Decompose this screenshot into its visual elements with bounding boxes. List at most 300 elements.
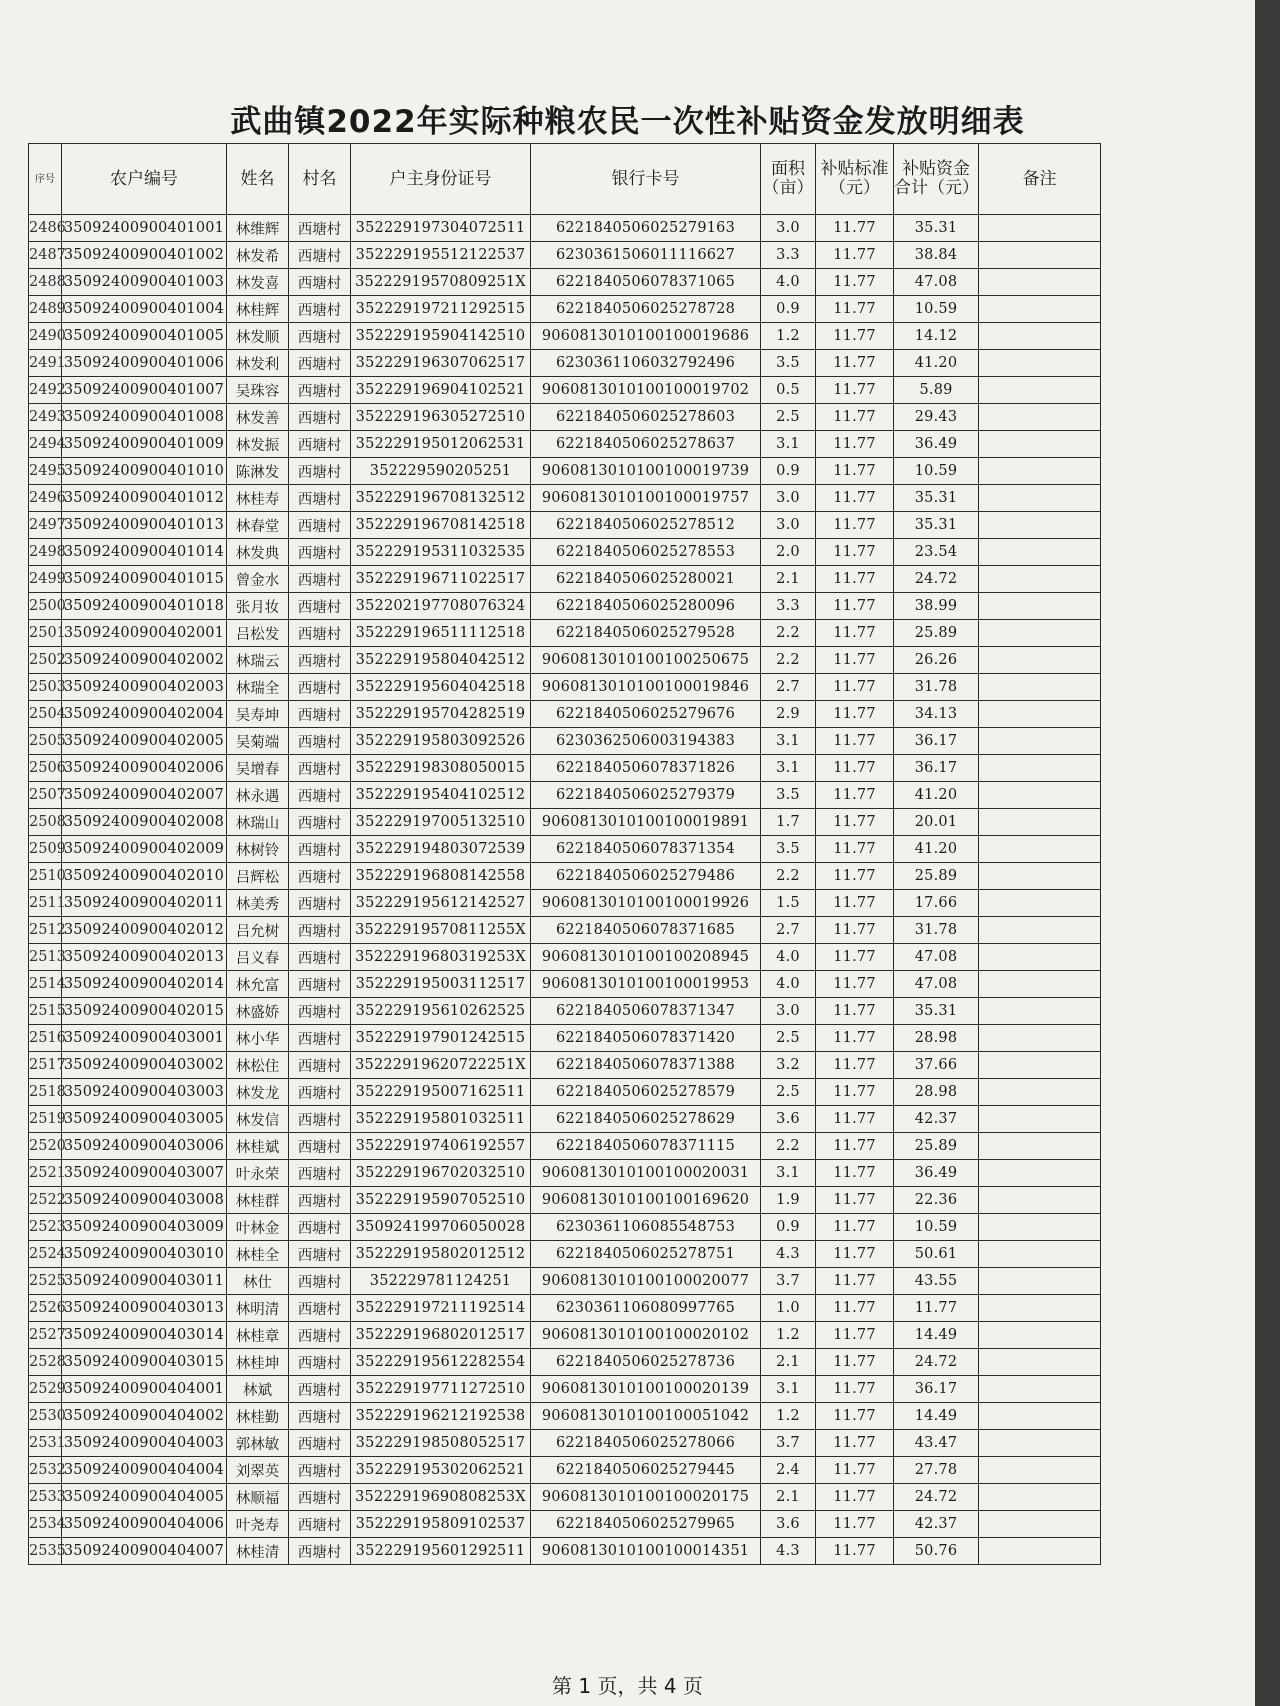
cell-id-number: 352229195003112517 bbox=[351, 971, 531, 998]
cell-seq: 2535 bbox=[29, 1538, 62, 1565]
cell-seq: 2525 bbox=[29, 1268, 62, 1295]
cell-bank-card: 6221840506025279486 bbox=[531, 863, 761, 890]
header-name: 姓名 bbox=[227, 144, 289, 215]
table-row bbox=[29, 377, 1101, 404]
cell-bank-card: 9060813010100100019702 bbox=[531, 377, 761, 404]
cell-remark bbox=[979, 809, 1101, 836]
cell-name: 吴菊端 bbox=[227, 728, 289, 755]
cell-name: 林桂辉 bbox=[227, 296, 289, 323]
cell-standard: 11.77 bbox=[816, 755, 894, 782]
cell-bank-card: 9060813010100100019926 bbox=[531, 890, 761, 917]
cell-area: 2.7 bbox=[761, 917, 816, 944]
cell-name: 林瑞云 bbox=[227, 647, 289, 674]
cell-total: 25.89 bbox=[894, 620, 979, 647]
cell-seq: 2502 bbox=[29, 647, 62, 674]
cell-household-id: 35092400900401008 bbox=[62, 404, 227, 431]
cell-bank-card: 6221840506025279528 bbox=[531, 620, 761, 647]
cell-name: 林桂寿 bbox=[227, 485, 289, 512]
header-standard: 补贴标准（元） bbox=[816, 144, 894, 215]
cell-village: 西塘村 bbox=[289, 1214, 351, 1241]
cell-total: 41.20 bbox=[894, 350, 979, 377]
cell-area: 3.6 bbox=[761, 1511, 816, 1538]
cell-remark bbox=[979, 620, 1101, 647]
cell-remark bbox=[979, 1187, 1101, 1214]
header-area: 面积（亩） bbox=[761, 144, 816, 215]
cell-standard: 11.77 bbox=[816, 1106, 894, 1133]
cell-seq: 2507 bbox=[29, 782, 62, 809]
cell-area: 1.2 bbox=[761, 1322, 816, 1349]
cell-name: 郭林敏 bbox=[227, 1430, 289, 1457]
cell-remark bbox=[979, 1538, 1101, 1565]
cell-household-id: 35092400900404007 bbox=[62, 1538, 227, 1565]
cell-remark bbox=[979, 242, 1101, 269]
cell-bank-card: 6221840506078371388 bbox=[531, 1052, 761, 1079]
cell-village: 西塘村 bbox=[289, 458, 351, 485]
cell-seq: 2517 bbox=[29, 1052, 62, 1079]
cell-id-number: 352229197005132510 bbox=[351, 809, 531, 836]
table-row bbox=[29, 1511, 1101, 1538]
cell-name: 林永遇 bbox=[227, 782, 289, 809]
cell-household-id: 35092400900402013 bbox=[62, 944, 227, 971]
cell-total: 14.49 bbox=[894, 1322, 979, 1349]
cell-household-id: 35092400900403010 bbox=[62, 1241, 227, 1268]
cell-total: 10.59 bbox=[894, 458, 979, 485]
cell-total: 36.49 bbox=[894, 431, 979, 458]
cell-village: 西塘村 bbox=[289, 1295, 351, 1322]
subsidy-table bbox=[28, 143, 1101, 1565]
cell-total: 29.43 bbox=[894, 404, 979, 431]
cell-id-number: 352229196802012517 bbox=[351, 1322, 531, 1349]
cell-total: 20.01 bbox=[894, 809, 979, 836]
cell-id-number: 35222919620722251X bbox=[351, 1052, 531, 1079]
cell-household-id: 35092400900401009 bbox=[62, 431, 227, 458]
cell-village: 西塘村 bbox=[289, 836, 351, 863]
cell-id-number: 352229197304072511 bbox=[351, 215, 531, 242]
cell-total: 28.98 bbox=[894, 1025, 979, 1052]
cell-id-number: 352229195802012512 bbox=[351, 1241, 531, 1268]
cell-remark bbox=[979, 1403, 1101, 1430]
cell-remark bbox=[979, 998, 1101, 1025]
cell-village: 西塘村 bbox=[289, 917, 351, 944]
header-id-number: 户主身份证号 bbox=[351, 144, 531, 215]
cell-bank-card: 6221840506025278579 bbox=[531, 1079, 761, 1106]
cell-remark bbox=[979, 485, 1101, 512]
cell-name: 林春堂 bbox=[227, 512, 289, 539]
cell-remark bbox=[979, 917, 1101, 944]
cell-village: 西塘村 bbox=[289, 620, 351, 647]
cell-seq: 2528 bbox=[29, 1349, 62, 1376]
cell-area: 2.2 bbox=[761, 1133, 816, 1160]
cell-bank-card: 6221840506025279379 bbox=[531, 782, 761, 809]
cell-id-number: 352229195601292511 bbox=[351, 1538, 531, 1565]
cell-id-number: 352229196305272510 bbox=[351, 404, 531, 431]
cell-standard: 11.77 bbox=[816, 1403, 894, 1430]
cell-name: 林桂全 bbox=[227, 1241, 289, 1268]
cell-remark bbox=[979, 1376, 1101, 1403]
cell-name: 吕义春 bbox=[227, 944, 289, 971]
cell-area: 1.5 bbox=[761, 890, 816, 917]
cell-remark bbox=[979, 431, 1101, 458]
cell-name: 林盛娇 bbox=[227, 998, 289, 1025]
cell-standard: 11.77 bbox=[816, 539, 894, 566]
table-row bbox=[29, 944, 1101, 971]
cell-village: 西塘村 bbox=[289, 269, 351, 296]
cell-total: 36.17 bbox=[894, 728, 979, 755]
cell-remark bbox=[979, 1214, 1101, 1241]
cell-household-id: 35092400900401014 bbox=[62, 539, 227, 566]
cell-village: 西塘村 bbox=[289, 215, 351, 242]
cell-standard: 11.77 bbox=[816, 350, 894, 377]
cell-area: 2.7 bbox=[761, 674, 816, 701]
cell-standard: 11.77 bbox=[816, 1187, 894, 1214]
cell-total: 5.89 bbox=[894, 377, 979, 404]
cell-seq: 2489 bbox=[29, 296, 62, 323]
cell-area: 3.7 bbox=[761, 1268, 816, 1295]
cell-standard: 11.77 bbox=[816, 620, 894, 647]
cell-household-id: 35092400900403002 bbox=[62, 1052, 227, 1079]
cell-total: 23.54 bbox=[894, 539, 979, 566]
cell-village: 西塘村 bbox=[289, 998, 351, 1025]
cell-name: 吕允树 bbox=[227, 917, 289, 944]
cell-village: 西塘村 bbox=[289, 944, 351, 971]
table-row bbox=[29, 1295, 1101, 1322]
table-row bbox=[29, 917, 1101, 944]
cell-name: 林瑞山 bbox=[227, 809, 289, 836]
cell-total: 22.36 bbox=[894, 1187, 979, 1214]
cell-remark bbox=[979, 269, 1101, 296]
cell-id-number: 352229195404102512 bbox=[351, 782, 531, 809]
cell-seq: 2519 bbox=[29, 1106, 62, 1133]
cell-name: 刘翠英 bbox=[227, 1457, 289, 1484]
cell-remark bbox=[979, 944, 1101, 971]
cell-village: 西塘村 bbox=[289, 1241, 351, 1268]
cell-bank-card: 6221840506025278603 bbox=[531, 404, 761, 431]
cell-household-id: 35092400900404005 bbox=[62, 1484, 227, 1511]
cell-id-number: 352229196904102521 bbox=[351, 377, 531, 404]
cell-area: 3.1 bbox=[761, 1376, 816, 1403]
cell-total: 38.84 bbox=[894, 242, 979, 269]
cell-standard: 11.77 bbox=[816, 296, 894, 323]
cell-standard: 11.77 bbox=[816, 674, 894, 701]
cell-area: 2.5 bbox=[761, 1079, 816, 1106]
cell-standard: 11.77 bbox=[816, 404, 894, 431]
cell-remark bbox=[979, 863, 1101, 890]
cell-id-number: 352229196708132512 bbox=[351, 485, 531, 512]
cell-seq: 2524 bbox=[29, 1241, 62, 1268]
cell-name: 林美秀 bbox=[227, 890, 289, 917]
cell-bank-card: 6221840506078371065 bbox=[531, 269, 761, 296]
cell-bank-card: 6221840506025278751 bbox=[531, 1241, 761, 1268]
cell-household-id: 35092400900403005 bbox=[62, 1106, 227, 1133]
cell-household-id: 35092400900404006 bbox=[62, 1511, 227, 1538]
cell-remark bbox=[979, 1484, 1101, 1511]
cell-name: 林瑞全 bbox=[227, 674, 289, 701]
cell-village: 西塘村 bbox=[289, 809, 351, 836]
table-row bbox=[29, 1133, 1101, 1160]
cell-id-number: 352229195612282554 bbox=[351, 1349, 531, 1376]
cell-bank-card: 6230362506003194383 bbox=[531, 728, 761, 755]
cell-name: 林小华 bbox=[227, 1025, 289, 1052]
table-row bbox=[29, 269, 1101, 296]
cell-bank-card: 6221840506025278736 bbox=[531, 1349, 761, 1376]
cell-bank-card: 9060813010100100019686 bbox=[531, 323, 761, 350]
table-row bbox=[29, 836, 1101, 863]
table-row bbox=[29, 1079, 1101, 1106]
cell-remark bbox=[979, 1079, 1101, 1106]
cell-village: 西塘村 bbox=[289, 1430, 351, 1457]
cell-bank-card: 6221840506078371347 bbox=[531, 998, 761, 1025]
cell-remark bbox=[979, 755, 1101, 782]
cell-village: 西塘村 bbox=[289, 1484, 351, 1511]
cell-id-number: 352229195809102537 bbox=[351, 1511, 531, 1538]
header-remark: 备注 bbox=[979, 144, 1101, 215]
cell-name: 张月妆 bbox=[227, 593, 289, 620]
cell-total: 42.37 bbox=[894, 1106, 979, 1133]
cell-area: 3.3 bbox=[761, 593, 816, 620]
cell-standard: 11.77 bbox=[816, 1268, 894, 1295]
cell-total: 25.89 bbox=[894, 1133, 979, 1160]
cell-household-id: 35092400900403013 bbox=[62, 1295, 227, 1322]
cell-household-id: 35092400900404001 bbox=[62, 1376, 227, 1403]
table-row bbox=[29, 1052, 1101, 1079]
cell-area: 1.2 bbox=[761, 1403, 816, 1430]
cell-remark bbox=[979, 404, 1101, 431]
cell-standard: 11.77 bbox=[816, 944, 894, 971]
cell-area: 4.3 bbox=[761, 1538, 816, 1565]
cell-village: 西塘村 bbox=[289, 1187, 351, 1214]
cell-standard: 11.77 bbox=[816, 917, 894, 944]
cell-standard: 11.77 bbox=[816, 593, 894, 620]
cell-area: 3.1 bbox=[761, 728, 816, 755]
cell-remark bbox=[979, 1025, 1101, 1052]
cell-bank-card: 6230361506011116627 bbox=[531, 242, 761, 269]
cell-seq: 2497 bbox=[29, 512, 62, 539]
table-row bbox=[29, 647, 1101, 674]
cell-bank-card: 9060813010100100014351 bbox=[531, 1538, 761, 1565]
cell-village: 西塘村 bbox=[289, 296, 351, 323]
cell-id-number: 352229198508052517 bbox=[351, 1430, 531, 1457]
table-row bbox=[29, 1484, 1101, 1511]
cell-bank-card: 6221840506025279965 bbox=[531, 1511, 761, 1538]
cell-id-number: 352229195612142527 bbox=[351, 890, 531, 917]
cell-area: 2.2 bbox=[761, 620, 816, 647]
cell-area: 4.0 bbox=[761, 269, 816, 296]
cell-id-number: 352229196212192538 bbox=[351, 1403, 531, 1430]
cell-seq: 2516 bbox=[29, 1025, 62, 1052]
cell-total: 14.12 bbox=[894, 323, 979, 350]
table-row bbox=[29, 701, 1101, 728]
table-row bbox=[29, 1214, 1101, 1241]
table-row bbox=[29, 1025, 1101, 1052]
cell-village: 西塘村 bbox=[289, 593, 351, 620]
cell-standard: 11.77 bbox=[816, 701, 894, 728]
cell-bank-card: 6221840506078371826 bbox=[531, 755, 761, 782]
cell-name: 林发希 bbox=[227, 242, 289, 269]
cell-village: 西塘村 bbox=[289, 323, 351, 350]
cell-id-number: 35222919690808253X bbox=[351, 1484, 531, 1511]
cell-area: 3.7 bbox=[761, 1430, 816, 1457]
table-row bbox=[29, 350, 1101, 377]
table-row bbox=[29, 782, 1101, 809]
cell-seq: 2486 bbox=[29, 215, 62, 242]
header-village: 村名 bbox=[289, 144, 351, 215]
cell-id-number: 352229195311032535 bbox=[351, 539, 531, 566]
cell-name: 林仕 bbox=[227, 1268, 289, 1295]
cell-remark bbox=[979, 1511, 1101, 1538]
cell-total: 35.31 bbox=[894, 215, 979, 242]
cell-bank-card: 9060813010100100169620 bbox=[531, 1187, 761, 1214]
cell-name: 林发利 bbox=[227, 350, 289, 377]
cell-id-number: 352229195007162511 bbox=[351, 1079, 531, 1106]
cell-name: 林维辉 bbox=[227, 215, 289, 242]
cell-area: 2.9 bbox=[761, 701, 816, 728]
cell-id-number: 35222919570811255X bbox=[351, 917, 531, 944]
cell-area: 2.1 bbox=[761, 1349, 816, 1376]
cell-remark bbox=[979, 1106, 1101, 1133]
cell-standard: 11.77 bbox=[816, 215, 894, 242]
table-row bbox=[29, 566, 1101, 593]
cell-total: 42.37 bbox=[894, 1511, 979, 1538]
cell-id-number: 352229195904142510 bbox=[351, 323, 531, 350]
cell-household-id: 35092400900402012 bbox=[62, 917, 227, 944]
cell-standard: 11.77 bbox=[816, 323, 894, 350]
cell-village: 西塘村 bbox=[289, 890, 351, 917]
cell-seq: 2491 bbox=[29, 350, 62, 377]
cell-bank-card: 6221840506025279163 bbox=[531, 215, 761, 242]
cell-seq: 2500 bbox=[29, 593, 62, 620]
table-row bbox=[29, 539, 1101, 566]
table-row bbox=[29, 1430, 1101, 1457]
cell-seq: 2531 bbox=[29, 1430, 62, 1457]
cell-total: 43.55 bbox=[894, 1268, 979, 1295]
cell-name: 林发龙 bbox=[227, 1079, 289, 1106]
cell-village: 西塘村 bbox=[289, 971, 351, 998]
cell-standard: 11.77 bbox=[816, 1484, 894, 1511]
cell-id-number: 352229197211192514 bbox=[351, 1295, 531, 1322]
cell-seq: 2505 bbox=[29, 728, 62, 755]
cell-village: 西塘村 bbox=[289, 1349, 351, 1376]
cell-remark bbox=[979, 350, 1101, 377]
cell-bank-card: 6221840506025278066 bbox=[531, 1430, 761, 1457]
background-edge bbox=[1255, 0, 1280, 1706]
cell-standard: 11.77 bbox=[816, 485, 894, 512]
cell-seq: 2534 bbox=[29, 1511, 62, 1538]
cell-remark bbox=[979, 782, 1101, 809]
cell-village: 西塘村 bbox=[289, 1133, 351, 1160]
cell-total: 41.20 bbox=[894, 836, 979, 863]
cell-name: 陈淋发 bbox=[227, 458, 289, 485]
cell-id-number: 352229195604042518 bbox=[351, 674, 531, 701]
cell-standard: 11.77 bbox=[816, 863, 894, 890]
cell-village: 西塘村 bbox=[289, 377, 351, 404]
table-row bbox=[29, 485, 1101, 512]
cell-household-id: 35092400900401002 bbox=[62, 242, 227, 269]
cell-total: 37.66 bbox=[894, 1052, 979, 1079]
table-row bbox=[29, 1457, 1101, 1484]
cell-name: 林桂章 bbox=[227, 1322, 289, 1349]
cell-bank-card: 6221840506025278512 bbox=[531, 512, 761, 539]
cell-village: 西塘村 bbox=[289, 782, 351, 809]
cell-remark bbox=[979, 458, 1101, 485]
cell-bank-card: 6221840506025280096 bbox=[531, 593, 761, 620]
table-header-row bbox=[29, 144, 1101, 215]
cell-name: 林允富 bbox=[227, 971, 289, 998]
cell-household-id: 35092400900402010 bbox=[62, 863, 227, 890]
cell-bank-card: 6221840506025279676 bbox=[531, 701, 761, 728]
cell-area: 2.2 bbox=[761, 863, 816, 890]
cell-household-id: 35092400900402006 bbox=[62, 755, 227, 782]
cell-remark bbox=[979, 296, 1101, 323]
cell-seq: 2526 bbox=[29, 1295, 62, 1322]
cell-id-number: 352229198308050015 bbox=[351, 755, 531, 782]
cell-standard: 11.77 bbox=[816, 1511, 894, 1538]
cell-name: 叶永荣 bbox=[227, 1160, 289, 1187]
cell-village: 西塘村 bbox=[289, 1322, 351, 1349]
table-row bbox=[29, 1322, 1101, 1349]
cell-bank-card: 6230361106085548753 bbox=[531, 1214, 761, 1241]
table-row bbox=[29, 620, 1101, 647]
cell-seq: 2492 bbox=[29, 377, 62, 404]
cell-remark bbox=[979, 836, 1101, 863]
cell-area: 2.2 bbox=[761, 647, 816, 674]
cell-village: 西塘村 bbox=[289, 404, 351, 431]
cell-household-id: 35092400900402004 bbox=[62, 701, 227, 728]
header-household-id: 农户编号 bbox=[62, 144, 227, 215]
header-bank-card: 银行卡号 bbox=[531, 144, 761, 215]
cell-village: 西塘村 bbox=[289, 1457, 351, 1484]
cell-bank-card: 6221840506025278553 bbox=[531, 539, 761, 566]
cell-remark bbox=[979, 215, 1101, 242]
cell-village: 西塘村 bbox=[289, 1403, 351, 1430]
cell-total: 11.77 bbox=[894, 1295, 979, 1322]
cell-household-id: 35092400900401003 bbox=[62, 269, 227, 296]
cell-bank-card: 9060813010100100051042 bbox=[531, 1403, 761, 1430]
cell-seq: 2520 bbox=[29, 1133, 62, 1160]
cell-household-id: 35092400900401006 bbox=[62, 350, 227, 377]
cell-name: 叶林金 bbox=[227, 1214, 289, 1241]
cell-id-number: 352229195012062531 bbox=[351, 431, 531, 458]
cell-seq: 2515 bbox=[29, 998, 62, 1025]
header-seq: 序号 bbox=[29, 144, 62, 215]
cell-bank-card: 6221840506025278637 bbox=[531, 431, 761, 458]
cell-total: 35.31 bbox=[894, 998, 979, 1025]
cell-id-number: 352229197406192557 bbox=[351, 1133, 531, 1160]
table-row bbox=[29, 1268, 1101, 1295]
table-row bbox=[29, 863, 1101, 890]
cell-bank-card: 6221840506025278728 bbox=[531, 296, 761, 323]
table-row bbox=[29, 998, 1101, 1025]
cell-village: 西塘村 bbox=[289, 350, 351, 377]
cell-household-id: 35092400900403001 bbox=[62, 1025, 227, 1052]
table-row bbox=[29, 890, 1101, 917]
cell-household-id: 35092400900402001 bbox=[62, 620, 227, 647]
cell-standard: 11.77 bbox=[816, 1241, 894, 1268]
cell-household-id: 35092400900401012 bbox=[62, 485, 227, 512]
table-row bbox=[29, 1538, 1101, 1565]
cell-area: 1.2 bbox=[761, 323, 816, 350]
table-row bbox=[29, 296, 1101, 323]
cell-seq: 2530 bbox=[29, 1403, 62, 1430]
cell-seq: 2533 bbox=[29, 1484, 62, 1511]
cell-seq: 2512 bbox=[29, 917, 62, 944]
cell-total: 10.59 bbox=[894, 1214, 979, 1241]
cell-remark bbox=[979, 728, 1101, 755]
cell-name: 林桂群 bbox=[227, 1187, 289, 1214]
cell-area: 3.0 bbox=[761, 512, 816, 539]
cell-village: 西塘村 bbox=[289, 1025, 351, 1052]
cell-remark bbox=[979, 1349, 1101, 1376]
cell-remark bbox=[979, 512, 1101, 539]
